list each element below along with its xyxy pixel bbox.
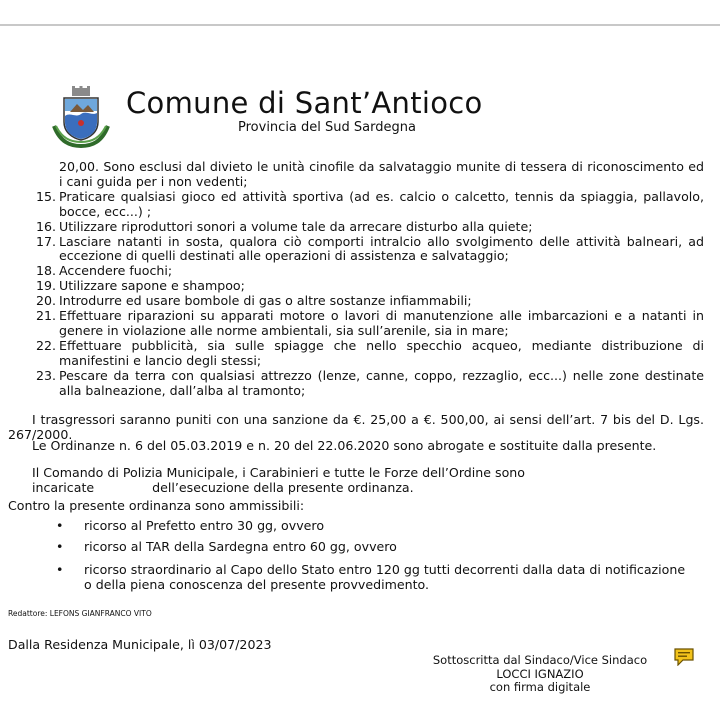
appeal-text: ricorso al Prefetto entro 30 gg, ovvero bbox=[84, 518, 325, 533]
list-item bbox=[36, 369, 704, 399]
list-item bbox=[56, 539, 696, 554]
list-item bbox=[36, 294, 704, 309]
page-subtitle: Provincia del Sud Sardegna bbox=[238, 120, 416, 135]
list-item bbox=[36, 264, 704, 279]
item-text: Accendere fuochi; bbox=[59, 263, 173, 279]
page-title: Comune di Sant’Antioco bbox=[126, 86, 483, 120]
signature-block bbox=[404, 654, 676, 695]
enforcement-word: incaricate bbox=[32, 480, 95, 495]
appeals-intro: Contro la presente ordinanza sono ammissibili: bbox=[8, 498, 305, 513]
item-number: 21. bbox=[36, 308, 57, 324]
list-item bbox=[56, 518, 696, 533]
signature-note: con firma digitale bbox=[489, 680, 591, 694]
list-item bbox=[56, 562, 696, 592]
bullet-icon: • bbox=[56, 518, 64, 533]
item-text: 20,00. Sono esclusi dal divieto le unità cinofile da salvataggio munite di tessera di riconoscimento ed i cani guida per i non vedenti; bbox=[59, 159, 704, 189]
bullet-icon: • bbox=[56, 539, 64, 554]
item-text: Lasciare natanti in sosta, qualora ciò comporti intralcio allo svolgimento delle attività balneari, ad eccezione di quelli destinati alle operazioni di assistenza e salvataggio; bbox=[59, 233, 704, 264]
editor-credit: Redattore: LEFONS GIANFRANCO VITO bbox=[8, 609, 152, 618]
item-number: 18. bbox=[36, 263, 57, 279]
item-number: 16. bbox=[36, 218, 57, 234]
signature-role: Sottoscritta dal Sindaco/Vice Sindaco bbox=[432, 653, 648, 667]
place-date: Dalla Residenza Municipale, lì 03/07/2023 bbox=[8, 637, 272, 652]
appeal-text: ricorso al TAR della Sardegna entro 60 gg, ovvero bbox=[84, 539, 397, 554]
item-number: 19. bbox=[36, 278, 57, 294]
item-number: 22. bbox=[36, 337, 57, 353]
appeal-text: ricorso straordinario al Capo dello Stato entro 120 gg tutti decorrenti dalla data di notificazione o della piena conoscenza del presente provvedimento. bbox=[84, 562, 686, 592]
bullet-icon: • bbox=[56, 562, 64, 577]
list-item bbox=[36, 160, 704, 190]
appeals-list bbox=[56, 514, 696, 592]
item-text: Introdurre ed usare bombole di gas o altre sostanze infiammabili; bbox=[59, 293, 472, 309]
enforcement-paragraph bbox=[32, 465, 682, 495]
ordinance-list bbox=[36, 160, 704, 399]
item-number bbox=[36, 160, 59, 190]
top-divider bbox=[0, 24, 720, 26]
coat-of-arms-icon bbox=[50, 86, 112, 148]
sanction-paragraph: I trasgressori saranno puniti con una sanzione da €. 25,00 a €. 500,00, ai sensi dell’art. 7 bis del D. Lgs. 267/2000. bbox=[8, 412, 704, 442]
enforcement-rest: dell’esecuzione della presente ordinanza. bbox=[152, 480, 414, 495]
list-item bbox=[36, 235, 704, 265]
comment-icon[interactable] bbox=[674, 648, 694, 666]
enforcement-line-1: Il Comando di Polizia Municipale, i Carabinieri e tutte le Forze dell’Ordine sono bbox=[32, 465, 525, 480]
item-number: 15. bbox=[36, 188, 57, 204]
item-text: Effettuare pubblicità, sia sulle spiagge che nello specchio acqueo, mediante distribuzione di manifestini e lancio degli stessi; bbox=[59, 337, 704, 368]
list-item bbox=[36, 190, 704, 220]
item-text: Effettuare riparazioni su apparati motore o lavori di manutenzione alle imbarcazioni e a natanti in genere in violazione alle norme ambientali, sia sull’arenile, sia in mare; bbox=[59, 308, 704, 338]
item-number: 20. bbox=[36, 293, 57, 309]
item-text: Utilizzare riproduttori sonori a volume tale da arrecare disturbo alla quiete; bbox=[59, 218, 533, 234]
item-number: 17. bbox=[36, 233, 57, 249]
signature-name: LOCCI IGNAZIO bbox=[496, 666, 584, 681]
enforcement-line-2 bbox=[32, 480, 682, 495]
item-number: 23. bbox=[36, 367, 57, 383]
list-item bbox=[36, 309, 704, 339]
abrogation-paragraph: Le Ordinanze n. 6 del 05.03.2019 e n. 20 del 22.06.2020 sono abrogate e sostituite dalla presente. bbox=[32, 438, 657, 453]
item-text: Utilizzare sapone e shampoo; bbox=[59, 278, 245, 294]
list-item bbox=[36, 220, 704, 235]
item-text: Pescare da terra con qualsiasi attrezzo (lenze, canne, coppo, rezzaglio, ecc...) nelle zone destinate alla balneazione, dall’alba al tramonto; bbox=[59, 367, 704, 398]
list-item bbox=[36, 339, 704, 369]
item-text: Praticare qualsiasi gioco ed attività sportiva (ad es. calcio o calcetto, tennis da spiaggia, pallavolo, bocce, ecc...) ; bbox=[59, 188, 704, 219]
list-item bbox=[36, 279, 704, 294]
